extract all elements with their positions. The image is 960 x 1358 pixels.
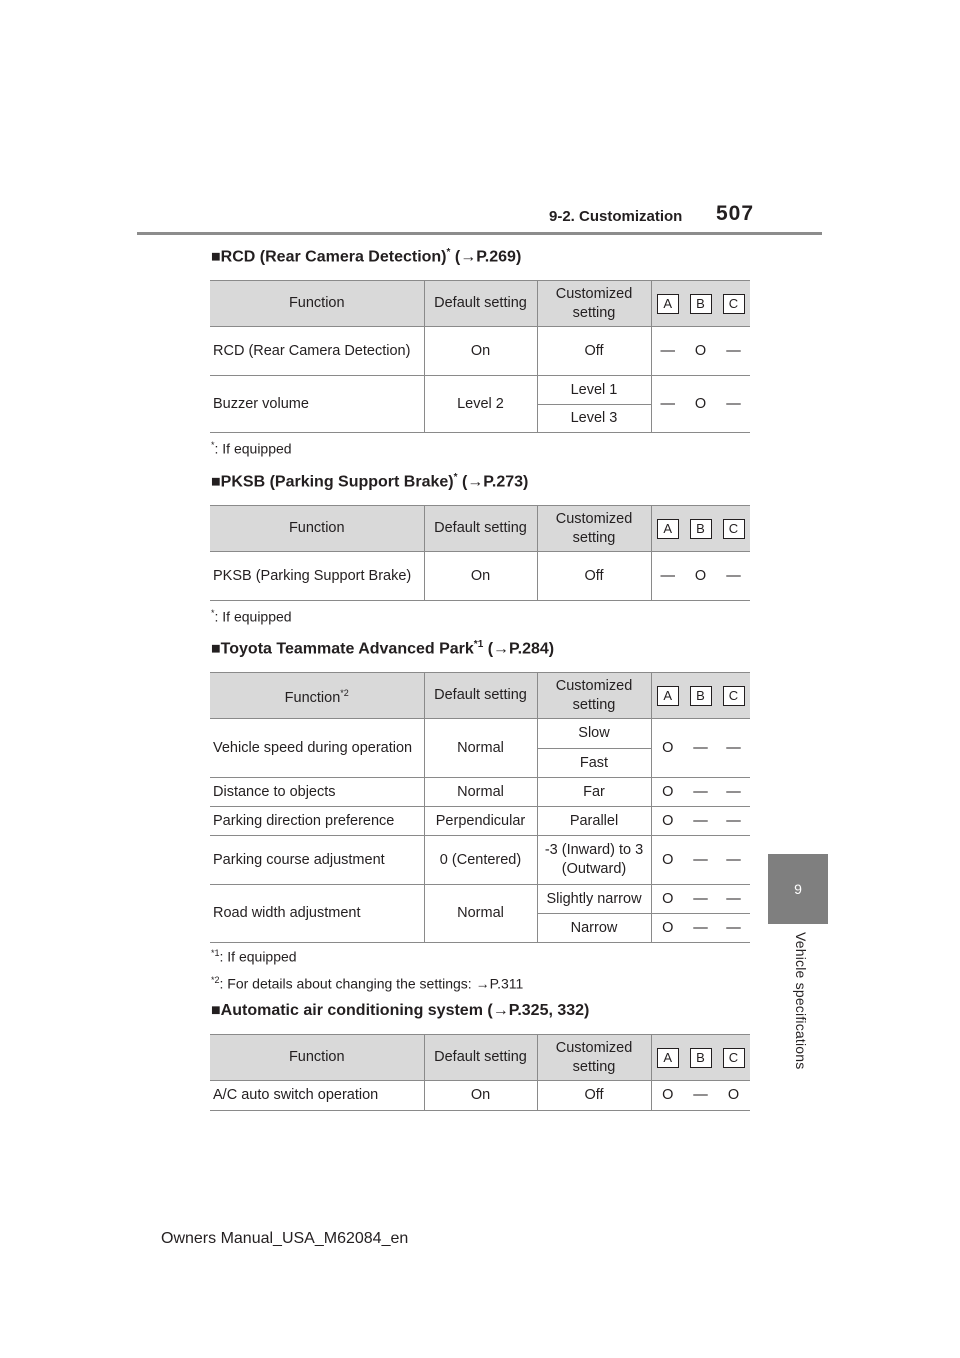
footnote: $^{*1}$: If equipped	[211, 948, 297, 965]
table-row: RCD (Rear Camera Detection) On Off — O —	[210, 327, 750, 376]
chapter-label: Vehicle specifications	[793, 932, 809, 1070]
ac-table	[210, 1034, 750, 1111]
table-row: Level 3	[210, 405, 750, 433]
badge-a: A	[657, 519, 679, 539]
col-c	[717, 281, 750, 327]
badge-a: A	[657, 686, 679, 706]
table-header-row	[210, 281, 750, 327]
badge-b: B	[690, 1048, 712, 1068]
header-rule	[137, 232, 822, 235]
badge-b: B	[690, 686, 712, 706]
badge-b: B	[690, 294, 712, 314]
section-heading-advanced-park: ■Toyota Teammate Advanced Park$^{*1}$ (→P.284)	[211, 639, 555, 658]
col-function: Function	[210, 281, 424, 327]
table-row: Parking direction preference Perpendicular Parallel O — —	[210, 807, 750, 836]
pksb-table	[210, 505, 750, 601]
table-header-row: Function Default setting Customized setting A B C	[210, 506, 750, 552]
table-row: Parking course adjustment 0 (Centered) -3 (Inward) to 3 (Outward) O — —	[210, 836, 750, 885]
table-row: Narrow O — —	[210, 914, 750, 943]
badge-c: C	[723, 686, 745, 706]
chapter-tab: 9	[768, 854, 828, 924]
badge-c: C	[723, 1048, 745, 1068]
table-row: PKSB (Parking Support Brake) On Off — O —	[210, 552, 750, 601]
footnote: *: If equipped	[211, 608, 292, 625]
bullet-square-icon: ■	[211, 248, 221, 266]
table-row: Road width adjustment Normal Slightly narrow O — —	[210, 885, 750, 914]
badge-c: C	[723, 519, 745, 539]
rcd-table	[210, 280, 750, 433]
table-row: A/C auto switch operation On Off O — O	[210, 1081, 750, 1111]
footnote: $^{*2}$: For details about changing the settings: →P.311	[211, 975, 524, 992]
document-footer: Owners Manual_USA_M62084_en	[161, 1230, 409, 1247]
badge-a: A	[657, 294, 679, 314]
table-row: Buzzer volume Level 2 Level 1 — O —	[210, 376, 750, 405]
table-row: Fast	[210, 749, 750, 778]
table-row: Vehicle speed during operation Normal Slow O — —	[210, 719, 750, 749]
col-a	[651, 281, 684, 327]
table-header-row: Function Default setting Customized setting A B C	[210, 1035, 750, 1081]
footnote: *: If equipped	[211, 440, 292, 457]
badge-a: A	[657, 1048, 679, 1068]
table-header-row: Function$^{*2}$ Default setting Customized setting A B C	[210, 673, 750, 719]
bullet-square-icon: ■	[211, 473, 221, 491]
table-row: Distance to objects Normal Far O — —	[210, 778, 750, 807]
bullet-square-icon: ■	[211, 640, 221, 658]
section-heading-pksb: ■PKSB (Parking Support Brake)* (→P.273)	[211, 472, 529, 491]
section-heading-rcd: ■RCD (Rear Camera Detection)* (→P.269)	[211, 247, 522, 266]
badge-c: C	[723, 294, 745, 314]
page-number: 507	[716, 202, 755, 225]
section-title: 9-2. Customization	[549, 208, 683, 225]
col-default: Default setting	[424, 281, 537, 327]
col-customized: Customized setting	[537, 281, 651, 327]
badge-b: B	[690, 519, 712, 539]
bullet-square-icon: ■	[211, 1002, 221, 1019]
advanced-park-table	[210, 672, 750, 943]
col-b	[684, 281, 717, 327]
section-heading-ac: ■Automatic air conditioning system (→P.325, 332)	[211, 1002, 590, 1019]
